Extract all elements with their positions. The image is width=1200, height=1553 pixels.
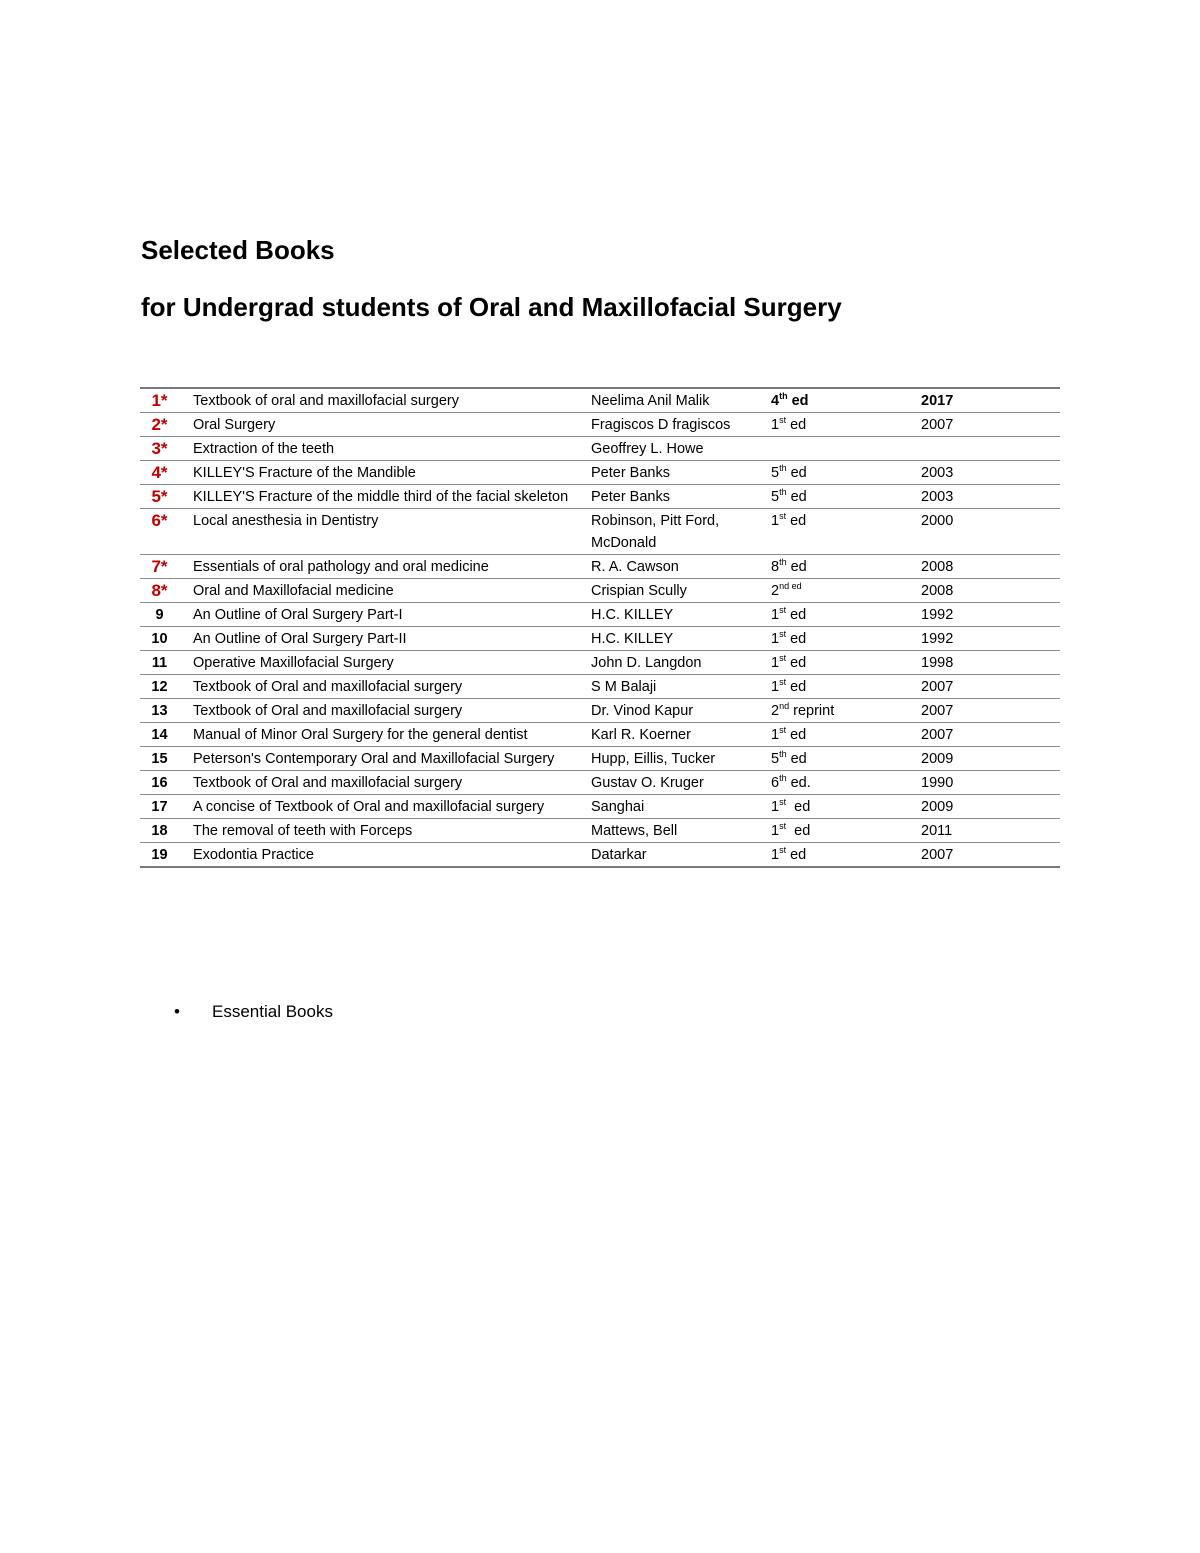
edition-suffix: nd ed: [779, 581, 802, 592]
table-row: [140, 627, 1060, 651]
book-edition: [771, 843, 921, 868]
book-title: Textbook of oral and maxillofacial surgery: [193, 393, 459, 409]
book-edition: [771, 651, 921, 675]
book-year: 2007: [921, 847, 954, 863]
book-edition: [771, 413, 921, 437]
table-row: [140, 579, 1060, 603]
book-title: KILLEY'S Fracture of the Mandible: [193, 465, 416, 481]
book-edition: [771, 437, 921, 461]
book-number: 6*: [151, 511, 168, 530]
edition-label: ed: [786, 679, 807, 695]
legend-essential-books: [174, 1000, 333, 1024]
book-edition: [771, 388, 921, 413]
edition-suffix: th: [779, 391, 788, 402]
table-row: [140, 747, 1060, 771]
edition-label: ed: [786, 465, 807, 481]
edition-label: ed.: [786, 775, 811, 791]
page-title: Selected Books: [141, 235, 335, 265]
edition-suffix: st: [779, 415, 787, 426]
book-year: 2009: [921, 799, 954, 815]
table-row: [140, 555, 1060, 579]
book-author: H.C. KILLEY: [591, 631, 674, 647]
edition-number: 5: [771, 489, 780, 505]
book-number: 12: [151, 679, 168, 695]
table-row: [140, 485, 1060, 509]
book-year: 2007: [921, 417, 954, 433]
edition-label: ed: [786, 489, 807, 505]
book-year: 2007: [921, 727, 954, 743]
book-year: 2017: [921, 393, 954, 409]
book-year: 2011: [921, 823, 953, 839]
table-row: [140, 795, 1060, 819]
edition-label: reprint: [789, 703, 835, 719]
edition-suffix: st: [779, 797, 787, 808]
book-edition: [771, 771, 921, 795]
book-year: 2008: [921, 583, 954, 599]
book-title: Essentials of oral pathology and oral medicine: [193, 559, 489, 575]
book-year: 2009: [921, 751, 954, 767]
edition-label: ed: [786, 823, 811, 839]
table-row: [140, 651, 1060, 675]
book-year: 1992: [921, 631, 954, 647]
book-edition: [771, 675, 921, 699]
book-author: Gustav O. Kruger: [591, 775, 704, 791]
edition-number: 2: [771, 583, 780, 599]
book-number: 10: [151, 631, 168, 647]
book-author: Mattews, Bell: [591, 823, 678, 839]
table-row: [140, 603, 1060, 627]
book-title: Local anesthesia in Dentistry: [193, 513, 379, 529]
book-number: 17: [151, 799, 168, 815]
edition-label: ed: [786, 655, 807, 671]
table-row: [140, 675, 1060, 699]
edition-number: 6: [771, 775, 780, 791]
edition-suffix: st: [779, 821, 787, 832]
table-row: [140, 461, 1060, 485]
edition-label: ed: [786, 513, 807, 529]
edition-label: ed: [786, 607, 807, 623]
book-author: Fragiscos D fragiscos: [591, 417, 731, 433]
book-year: 2003: [921, 465, 954, 481]
book-year: 2000: [921, 513, 954, 529]
edition-number: 1: [771, 607, 780, 623]
edition-number: 8: [771, 559, 780, 575]
edition-suffix: st: [779, 653, 787, 664]
book-author: Geoffrey L. Howe: [591, 441, 704, 457]
book-title: The removal of teeth with Forceps: [193, 823, 413, 839]
table-row: [140, 723, 1060, 747]
book-title: Textbook of Oral and maxillofacial surgery: [193, 775, 463, 791]
book-author: S M Balaji: [591, 679, 657, 695]
book-author: Neelima Anil Malik: [591, 393, 710, 409]
book-year: 2007: [921, 703, 954, 719]
edition-suffix: st: [779, 677, 787, 688]
edition-suffix: nd: [779, 701, 790, 712]
book-author: Hupp, Eillis, Tucker: [591, 751, 716, 767]
book-edition: [771, 747, 921, 771]
table-row: [140, 437, 1060, 461]
book-edition: [771, 723, 921, 747]
edition-number: 1: [771, 847, 780, 863]
book-edition: [771, 555, 921, 579]
book-title: Textbook of Oral and maxillofacial surgery: [193, 703, 463, 719]
book-title: Manual of Minor Oral Surgery for the general dentist: [193, 727, 528, 743]
book-title: Extraction of the teeth: [193, 441, 335, 457]
book-year: [921, 437, 1060, 461]
book-title: A concise of Textbook of Oral and maxillofacial surgery: [193, 799, 545, 815]
book-title: Textbook of Oral and maxillofacial surgery: [193, 679, 463, 695]
book-author: Crispian Scully: [591, 583, 687, 599]
edition-label: ed: [786, 799, 811, 815]
book-title: Exodontia Practice: [193, 847, 314, 863]
table-row: [140, 699, 1060, 723]
book-number: 9: [155, 607, 164, 623]
book-number: 15: [151, 751, 168, 767]
book-title: Peterson's Contemporary Oral and Maxillofacial Surgery: [193, 751, 555, 767]
edition-number: 5: [771, 465, 780, 481]
book-number: 7*: [151, 557, 168, 576]
table-row: [140, 388, 1060, 413]
edition-number: 1: [771, 655, 780, 671]
book-number: 5*: [151, 487, 168, 506]
edition-number: 1: [771, 513, 780, 529]
edition-suffix: st: [779, 629, 787, 640]
book-edition: [771, 795, 921, 819]
edition-label: ed: [786, 727, 807, 743]
book-edition: [771, 819, 921, 843]
book-author: Peter Banks: [591, 465, 670, 481]
book-list-table: [140, 387, 1060, 868]
book-table-body: [140, 388, 1060, 867]
book-title: An Outline of Oral Surgery Part-II: [193, 631, 407, 647]
edition-label: ed: [786, 417, 807, 433]
book-number: 2*: [151, 415, 168, 434]
edition-number: 2: [771, 703, 780, 719]
book-number: 4*: [151, 463, 168, 482]
table-row: [140, 509, 1060, 555]
book-number: 18: [151, 823, 168, 839]
book-number: 1*: [151, 391, 168, 410]
book-author: Datarkar: [591, 847, 647, 863]
book-title: KILLEY'S Fracture of the middle third of the facial skeleton: [193, 489, 569, 505]
table-row: [140, 819, 1060, 843]
edition-label: ed: [787, 393, 809, 409]
edition-number: 5: [771, 751, 780, 767]
edition-label: ed: [786, 559, 807, 575]
book-author: Robinson, Pitt Ford, McDonald: [591, 513, 720, 551]
bullet-icon: •: [174, 1002, 180, 1021]
edition-suffix: st: [779, 725, 787, 736]
book-title: Oral and Maxillofacial medicine: [193, 583, 394, 599]
edition-suffix: th: [779, 557, 787, 568]
book-year: 2003: [921, 489, 954, 505]
book-title: Operative Maxillofacial Surgery: [193, 655, 394, 671]
edition-number: 4: [771, 393, 780, 409]
edition-suffix: st: [779, 511, 787, 522]
book-author: Sanghai: [591, 799, 645, 815]
book-edition: [771, 699, 921, 723]
book-year: 2007: [921, 679, 954, 695]
book-edition: [771, 509, 921, 555]
edition-number: 1: [771, 799, 780, 815]
book-edition: [771, 485, 921, 509]
edition-suffix: th: [779, 487, 787, 498]
book-title: Oral Surgery: [193, 417, 276, 433]
book-number: 14: [151, 727, 168, 743]
page-subtitle: for Undergrad students of Oral and Maxillofacial Surgery: [141, 292, 842, 322]
table-row: [140, 771, 1060, 795]
table-row: [140, 413, 1060, 437]
book-number: 3*: [151, 439, 168, 458]
book-number: 16: [151, 775, 168, 791]
book-author: H.C. KILLEY: [591, 607, 674, 623]
book-author: John D. Langdon: [591, 655, 702, 671]
book-author: R. A. Cawson: [591, 559, 679, 575]
edition-number: 1: [771, 417, 780, 433]
book-edition: [771, 603, 921, 627]
legend-label: Essential Books: [212, 1002, 333, 1021]
book-edition: [771, 627, 921, 651]
book-author: Peter Banks: [591, 489, 670, 505]
book-number: 13: [151, 703, 168, 719]
edition-suffix: th: [779, 773, 787, 784]
edition-label: ed: [786, 847, 807, 863]
edition-suffix: st: [779, 605, 787, 616]
book-edition: [771, 461, 921, 485]
book-year: 2008: [921, 559, 954, 575]
book-number: 19: [151, 847, 168, 863]
book-edition: [771, 579, 921, 603]
book-year: 1998: [921, 655, 954, 671]
edition-suffix: th: [779, 749, 787, 760]
book-year: 1992: [921, 607, 954, 623]
book-year: 1990: [921, 775, 954, 791]
book-number: 8*: [151, 581, 168, 600]
edition-suffix: st: [779, 845, 787, 856]
edition-number: 1: [771, 727, 780, 743]
edition-suffix: th: [779, 463, 787, 474]
book-author: Karl R. Koerner: [591, 727, 691, 743]
edition-number: 1: [771, 823, 780, 839]
edition-label: ed: [786, 751, 807, 767]
book-author: Dr. Vinod Kapur: [591, 703, 694, 719]
book-title: An Outline of Oral Surgery Part-I: [193, 607, 403, 623]
edition-number: 1: [771, 679, 780, 695]
book-number: 11: [151, 655, 168, 671]
edition-number: 1: [771, 631, 780, 647]
edition-label: ed: [786, 631, 807, 647]
table-row: [140, 843, 1060, 868]
